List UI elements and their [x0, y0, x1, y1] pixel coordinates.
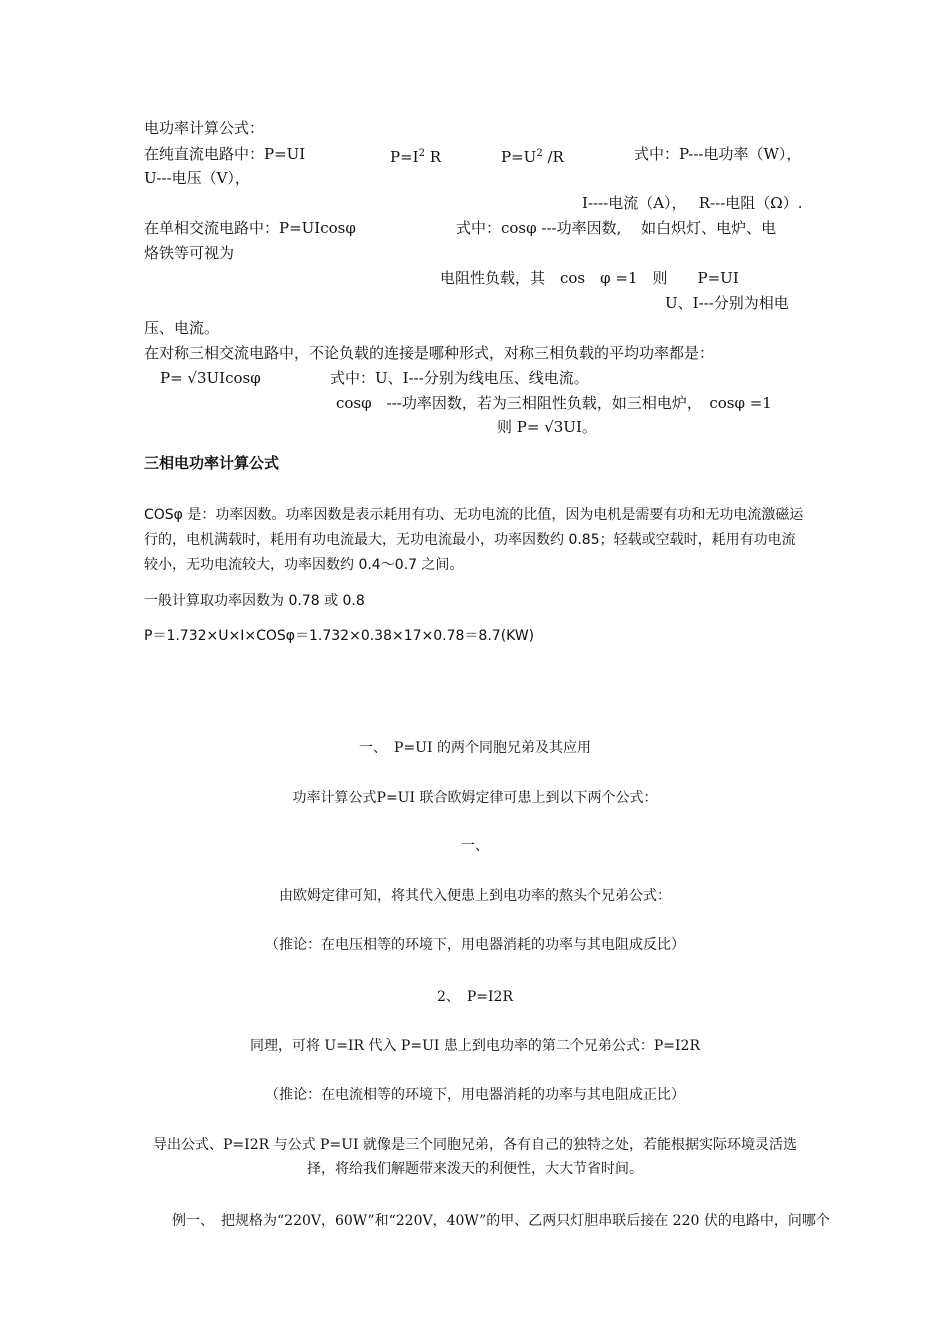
ac1-label: 在单相交流电路中：P=UIcosφ: [144, 219, 356, 237]
formula-text: P=U: [501, 148, 537, 166]
superscript: 2: [418, 148, 425, 159]
ac1-res: 电阻性负载，其 cos φ =1 则 P=UI: [440, 269, 739, 287]
intro-line-1: 电功率计算公式：: [144, 119, 265, 137]
article-title: 一、 P=UI 的两个同胞兄弟及其应用: [359, 740, 591, 756]
section-paragraph-2: 一般计算取功率因数为 0.78 或 0.8: [144, 593, 365, 609]
ac1-cont: 烙铁等可视为: [144, 244, 235, 262]
dc-u: U---电压（V），: [144, 169, 250, 187]
formula-text: /R: [542, 148, 564, 166]
item-2-note: （推论：在电流相等的环境下，用电器消耗的功率与其电阻成正比）: [265, 1087, 685, 1103]
dc-formula-2: [390, 144, 441, 167]
dc-where: 式中：P---电功率（W），: [634, 145, 802, 163]
ac3-cos: cosφ ---功率因数，若为三相阻性负载，如三相电炉， cosφ =1: [336, 394, 772, 412]
section-paragraph-1: COSφ 是：功率因数。功率因数是表示耗用有功、无功电流的比值，因为电机是需要有功和无功电流激磁运行的，电机满载时，耗用有功电流最大，无功电流最小，功率因数约 0.85；轻载或空载时，耗用有功电流较小，无功电流较大，功率因数约 0.4～0.7 之间。: [144, 507, 804, 573]
item-1-heading: 一、: [461, 838, 489, 854]
dc-ir: I----电流（A）， R---电阻（Ω）.: [582, 194, 803, 212]
summary-line-2: 择，将给我们解题带来泼天的利便性，大大节省时间。: [307, 1161, 643, 1177]
dc-formula-3: [501, 144, 564, 167]
superscript: 2: [536, 148, 543, 159]
example-1: 例一、 把规格为“220V，60W”和“220V，40W”的甲、乙两只灯胆串联后接在 220 伏的电路中，问哪个: [172, 1213, 830, 1229]
section-formula: P＝1.732×U×I×COSφ＝1.732×0.38×17×0.78＝8.7(KW): [144, 628, 535, 644]
item-2-heading: 2、 P=I2R: [436, 989, 514, 1005]
ac3-label: 在对称三相交流电路中，不论负载的连接是哪种形式，对称三相负载的平均功率都是：: [144, 344, 715, 362]
item-1-description: 由欧姆定律可知，将其代入便患上到电功率的熬头个兄弟公式：: [279, 888, 671, 904]
dc-label: 在纯直流电路中：P=UI: [144, 145, 306, 163]
item-1-note: （推论：在电压相等的环境下，用电器消耗的功率与其电阻成反比）: [265, 937, 685, 953]
ac3-formula: P= √3UIcosφ: [160, 369, 261, 387]
ac3-where: 式中：U、I---分别为线电压、线电流。: [330, 369, 589, 387]
ac3-then: 则 P= √3UI。: [497, 418, 597, 436]
section-heading: 三相电功率计算公式: [144, 454, 280, 472]
ac1-ui: U、I---分别为相电: [665, 294, 789, 312]
ac1-ui2: 压、电流。: [144, 319, 220, 337]
summary-line-1: 导出公式、P=I2R 与公式 P=UI 就像是三个同胞兄弟，各有自己的独特之处，若能根据实际环境灵活选: [153, 1137, 797, 1153]
ac1-where: 式中：cosφ ---功率因数, 如白炽灯、电炉、电: [456, 219, 777, 237]
formula-text: R: [424, 148, 442, 166]
formula-text: P=I: [390, 148, 419, 166]
article-intro: 功率计算公式P=UI 联合欧姆定律可患上到以下两个公式：: [292, 790, 658, 806]
item-2-description: 同理，可将 U=IR 代入 P=UI 患上到电功率的第二个兄弟公式：P=I2R: [249, 1038, 700, 1054]
